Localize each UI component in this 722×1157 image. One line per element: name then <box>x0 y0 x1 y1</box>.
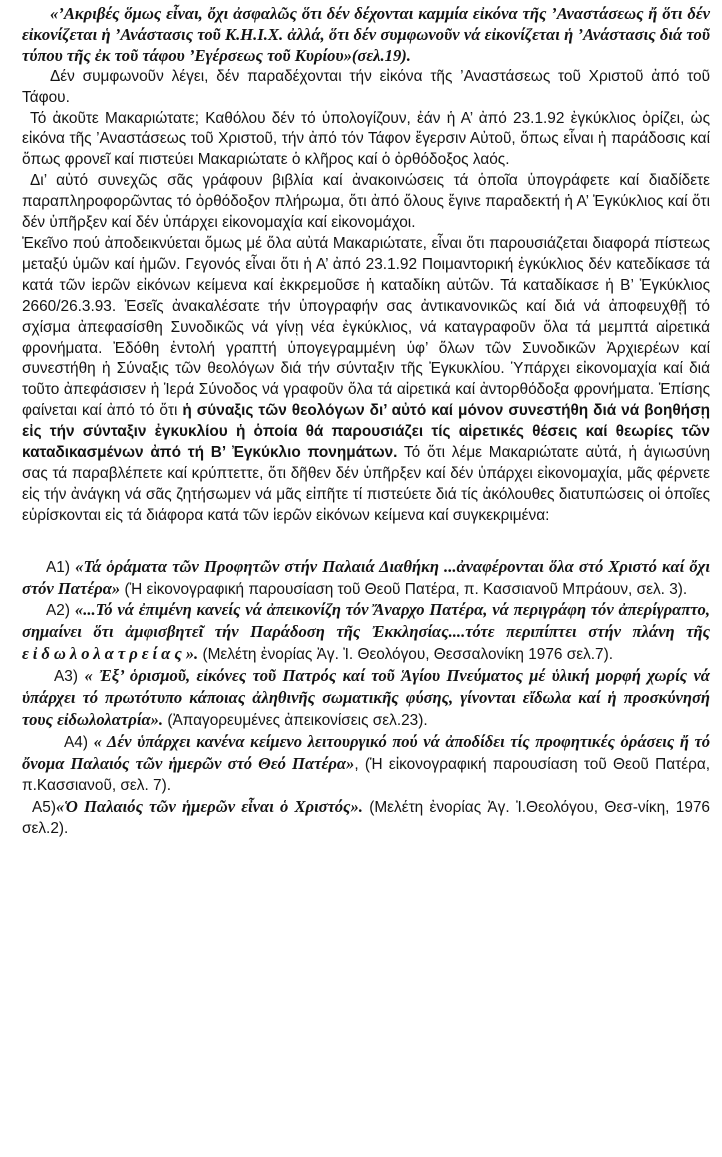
section-gap <box>22 527 710 557</box>
list-item-a1 <box>22 557 710 601</box>
opening-quote: «’Ακριβές ὅμως εἶναι, ὄχι ἀσφαλῶς ὅτι δέν δέχονται καμμία εἰκόνα τῆς ’Αναστάσεως ἤ ὅτι δέν εἰκονίζεται ἡ ’Ανάστασις τοῦ Κ.Η.Ι.Χ. ἀλλά, ὅτι δέν συμφωνοῦν νά εἰκονίζεται ἡ ’Ανάστασις διά τοῦ τύπου τῆς ἐκ τοῦ τάφου ’Εγέρσεως τοῦ Κυρίου»(σελ.19). <box>22 4 710 65</box>
list-item-a4 <box>22 732 710 797</box>
item-quote: «Τά ὁράματα τῶν Προφητῶν στήν Παλαιά Διαθήκη ...ἀναφέρονται ὅλα στό Χριστό καί ὄχι στόν Πατέρα» <box>22 556 710 598</box>
paragraph-3: Δι’ αὐτό συνεχῶς σᾶς γράφουν βιβλία καί ἀνακοινώσεις τά ὁποῖα ὑπογράφετε καί διαδίδετε παραπληροφορῶντας τό ὀρθόδοξον πλήρωμα, ὅτι ἀπό ὅλους ἔγινε παραδεκτή ἡ Α’ Ἐγκύκλιος καί ὅτι δέν ὑπῆρξεν καί δέν ὑπάρχει εἰκονομαχία καί εἰκονομάχοι. <box>22 172 710 232</box>
item-quote: « Δέν ὑπάρχει κανένα κείμενο λειτουργικό πού νά ἀποδίδει τίς προφητικές ὁράσεις ἤ τό ὄνομα Παλαιός τῶν ἡμερῶν στό Θεό Πατέρα» <box>22 731 710 773</box>
paragraph-4-text-1: Ἐκεῖνο πού ἀποδεικνύεται ὅμως μέ ὅλα αὐτά Μακαριώτατε, εἶναι ὅτι παρουσιάζεται διαφορά πίστεως μεταξύ ὑμῶν καί ἡμῶν. Γεγονός εἶναι ὅτι ἡ Α’ ἀπό 23.1.92 Ποιμαντορική ἐγκύκλιος δέν κατεδίκασε τά κατά τῶν ἱερῶν εἰκόνων κείμενα καί ἐκκρεμοῦσε ἡ καταδίκη αὐτῶν. Τά καταδίκασε ἡ Β’ Ἐγκύκλιος 2660/26.3.93. Ἐσεῖς ἀνακαλέσατε τήν ὑπογραφήν σας ἀντικανονικῶς καί διά νά ἀποφευχθῇ τό σχίσμα ἀπεφασίσθη Συνοδικῶς νά γίνῃ νέα ἐγκύκλιος, νά καταγραφοῦν ὅλα τά μεμπτά αἱρετικά φρονήματα. Ἐδόθη ἐντολή γραπτή ὑπογεγραμμένη ὑφ’ ὅλων τῶν Συνοδικῶν Ἀρχιερέων καί συνεστήθη ἡ Σύναξις τῶν θεολόγων διά τήν σύνταξιν τῆς Ἐγκυκλίου. Ὑπάρχει εἰκονομαχία καί διά τοῦτο ἀπεφάσισεν ἡ Ἱερά Σύνοδος νά γραφοῦν ὅλα τά αἱρετικά καί ἀντορθόδοξα φρονήματα. Ἐπίσης φαίνεται καί ἀπό τό ὅτι <box>22 234 710 420</box>
item-quote: «...Τό νά ἐπιμένη κανείς νά ἀπεικονίζη τόν Ἄναρχο Πατέρα, νά περιγράφη τόν ἀπερίγραπτο, σημαίνει ὅτι ἀμφισβητεῖ τήν Παράδοση τῆς Ἐκκλησίας....τότε περιπίπτει στήν πλάνη τῆς <box>22 600 710 642</box>
item-quote: «Ὁ Παλαιός τῶν ἡμερῶν εἶναι ὁ Χριστός». <box>55 796 363 816</box>
item-quote: « Ἐξ’ ὁρισμοῦ, εἰκόνες τοῦ Πατρός καί τοῦ Ἁγίου Πνεύματος μέ ὑλική μορφή χωρίς νά ὑπάρχει τό πρωτότυπο κάποιας ἀληθινῆς σωματικῆς φύσης, γίνονται εἴδωλα καί ἡ προσκύνησή τους εἰδωλολατρία». <box>22 666 710 729</box>
item-label: Α3) <box>54 668 85 686</box>
item-source: (Ἀπαγορευμένες ἀπεικονίσεις σελ.23). <box>163 712 428 729</box>
paragraph-4-text-2: Τό ὅτι λέμε Μακαριώτατε αὐτά, ἡ ἁγιωσύνη σας τά παραβλέπετε καί κρύπτεττε, ὅτι δῆθεν δέν ὑπῆρξεν καί δέν ὑπάρχει εἰκονομαχία, μᾶς φέρνετε εἰς τήν ἀνάγκη νά σᾶς ζητήσωμεν νά μᾶς εἰπῆτε τί πιστεύετε διά τίς ἀκόλουθες διατυπώσεις οἱ ὁποῖες εὑρίσκονται εἰς τά διάφορα κατά τῶν ἱερῶν εἰκόνων κείμενα καί συγκεκριμένα: <box>22 444 711 524</box>
paragraph-4 <box>22 234 710 527</box>
paragraph-2: Τό ἀκοῦτε Μακαριώτατε; Καθόλου δέν τό ὑπολογίζουν, ἐάν ἡ Α’ ἀπό 23.1.92 ἐγκύκλιος ὁρίζει, ὡς εἰκόνα τῆς ’Αναστάσεως τοῦ Χριστοῦ, τήν ἀπό τόν Τάφον ἔγερσιν Αὐτοῦ, ὅπως εἶναι ἡ παράδοσις καί ὅπως φρονεῖ καί πιστεύει Μακαριώτατε ὁ κλῆρος καί ὁ ὀρθόδοξος λαός. <box>22 109 710 169</box>
item-label: Α4) <box>64 733 94 751</box>
item-label: Α1) <box>46 558 76 576</box>
item-quote-spaced: εἰδωλολατρείας <box>22 644 186 664</box>
item-source: (Ἡ εἰκονογραφική παρουσίαση τοῦ Θεοῦ Πατέρα, π. Κασσιανοῦ Μπράουν, σελ. 3). <box>120 580 688 598</box>
item-source: , (Ἡ εἰκονογραφική παρουσίαση τοῦ Θεοῦ Πατέρα, π.Κασσιανοῦ, σελ. 7). <box>22 755 710 794</box>
item-label: Α5) <box>32 798 56 816</box>
item-quote-end: ». <box>185 644 199 664</box>
item-label: Α2) <box>46 602 75 620</box>
item-source: (Μελέτη ἐνορίας Ἀγ. Ἰ.Θεολόγου, Θεσ-νίκη, 1976 σελ.2). <box>22 798 710 837</box>
list-item-a2 <box>22 600 710 666</box>
list-item-a3 <box>22 666 710 732</box>
item-source: (Μελέτη ἐνορίας Ἀγ. Ἰ. Θεολόγου, Θεσσαλονίκη 1976 σελ.7). <box>198 646 614 664</box>
paragraph-4-bold-text: ἡ σύναξις τῶν θεολόγων δι’ αὐτό καί μόνον συνεστήθη διά νά βοηθήσῃ εἰς τήν σύνταξιν ἐγκυκλίου ἡ ὁποία θά παρουσιάζει τίς αἱρετικές θέσεις καί θεωρίες τῶν καταδικασμένων ἀπό τή Β’ Ἐγκύκλιο πονημάτων. <box>22 402 711 462</box>
list-item-a5 <box>22 797 710 840</box>
paragraph-1: Δέν συμφωνοῦν λέγει, δέν παραδέχονται τήν εἰκόνα τῆς ’Αναστάσεως τοῦ Χριστοῦ ἀπό τοῦ Τάφου. <box>22 67 710 106</box>
